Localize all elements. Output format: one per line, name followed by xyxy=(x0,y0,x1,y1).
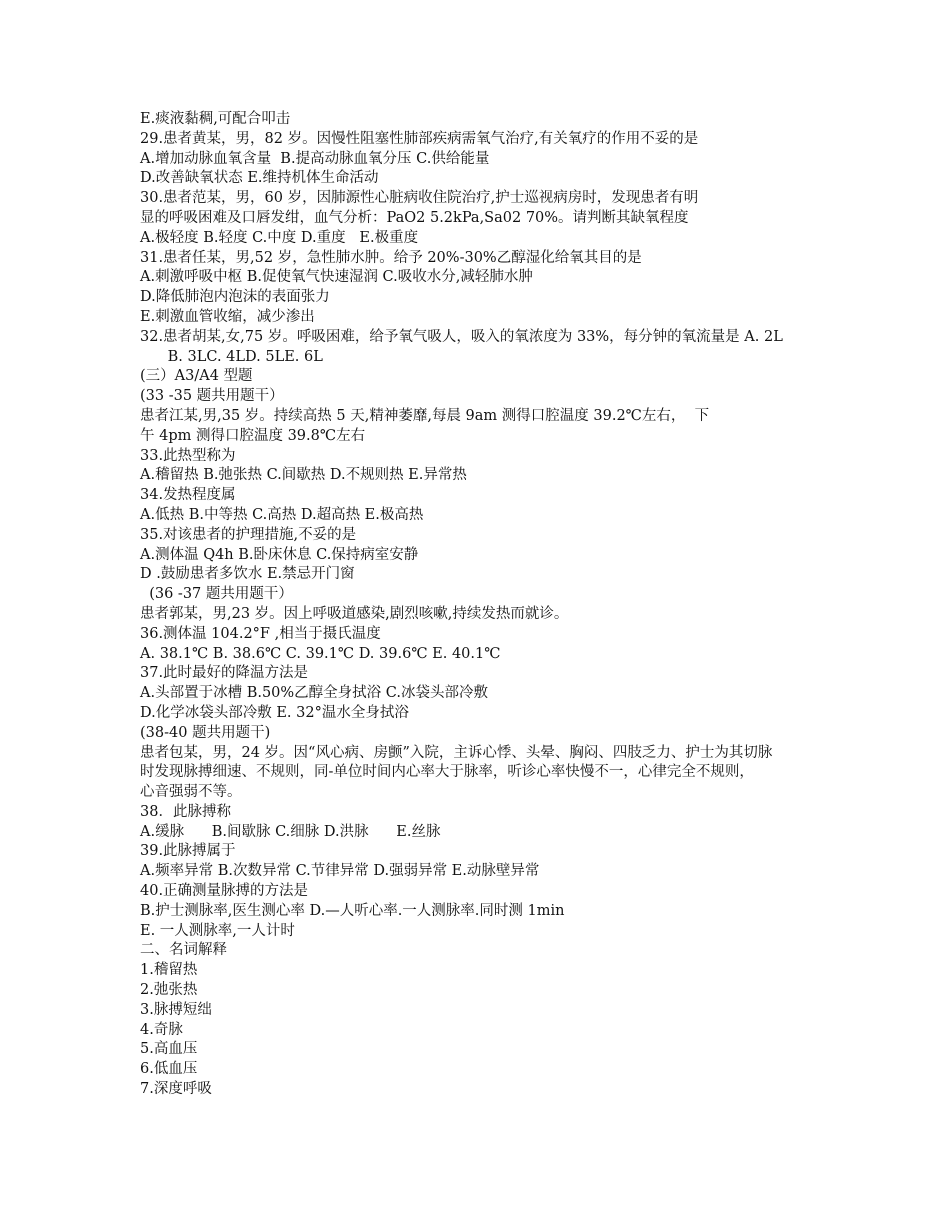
text-line: (38-40 题共用题干) xyxy=(140,724,271,741)
text-line: A.头部置于冰槽 B.50%乙醇全身拭浴 C.冰袋头部冷敷 xyxy=(140,685,488,702)
text-line: 1.稽留热 xyxy=(140,962,198,979)
text-line: 时发现脉搏细速、不规则，同-单位时间内心率大于脉率，听诊心率快慢不一，心律完全不规则， xyxy=(140,764,754,781)
text-line: E. 一人测脉率,一人计时 xyxy=(140,922,295,939)
text-line: 35.对该患者的护理措施,不妥的是 xyxy=(140,526,357,543)
text-line: A.缓脉 B.间歇脉 C.细脉 D.洪脉 E.丝脉 xyxy=(140,823,441,840)
text-line: (三）A3/A4 型题 xyxy=(140,368,253,385)
text-line: 5.高血压 xyxy=(140,1041,198,1058)
text-line: A.稽留热 B.弛张热 C.间歇热 D.不规则热 E.异常热 xyxy=(140,467,467,484)
text-line: 38．此脉搏称 xyxy=(140,803,231,820)
text-line: 4.奇脉 xyxy=(140,1021,183,1038)
text-line: 患者江某,男,35 岁。持续高热 5 天,精神萎靡,每晨 9am 测得口腔温度 39.2℃左右， 下 xyxy=(140,407,710,424)
text-line: (36 -37 题共用题干） xyxy=(140,586,293,603)
text-line: A.测体温 Q4h B.卧床休息 C.保持病室安静 xyxy=(140,546,419,563)
text-line: A.频率异常 B.次数异常 C.节律异常 D.强弱异常 E.动脉壁异常 xyxy=(140,863,540,880)
text-line: 37.此时最好的降温方法是 xyxy=(140,665,309,682)
text-line: 34.发热程度属 xyxy=(140,487,236,504)
document-page xyxy=(140,110,860,1100)
text-line: 3.脉搏短绌 xyxy=(140,1001,212,1018)
text-line: 32.患者胡某,女,75 岁。呼吸困难，给予氧气吸人，吸入的氧浓度为 33%，每分钟的氧流量是 A. 2L xyxy=(140,328,783,345)
text-line: 29.患者黄某，男，82 岁。因慢性阻塞性肺部疾病需氧气治疗,有关氧疗的作用不妥的是 xyxy=(140,130,699,147)
text-line: 7.深度呼吸 xyxy=(140,1081,212,1098)
text-line: A. 38.1℃ B. 38.6℃ C. 39.1℃ D. 39.6℃ E. 40.1℃ xyxy=(140,645,501,662)
text-line: D .鼓励患者多饮水 E.禁忌开门窗 xyxy=(140,566,355,583)
text-line: A.极轻度 B.轻度 C.中度 D.重度 E.极重度 xyxy=(140,229,419,246)
text-line: 二、名词解释 xyxy=(140,942,227,959)
text-line: 午 4pm 测得口腔温度 39.8℃左右 xyxy=(140,427,366,444)
text-line: E.刺激血管收缩，减少渗出 xyxy=(140,308,315,325)
text-line: 30.患者范某，男，60 岁，因肺源性心脏病收住院治疗,护士巡视病房时，发现患者有明 xyxy=(140,190,699,207)
text-line: 显的呼吸困难及口唇发绀，血气分析：PaO2 5.2kPa,Sa02 70%。请判断其缺氧程度 xyxy=(140,209,689,226)
text-line: 40.正确测量脉搏的方法是 xyxy=(140,883,309,900)
text-line: B.护士测脉率,医生测心率 D.—人听心率.一人测脉率.同时测 1min xyxy=(140,902,565,919)
text-line: D.化学冰袋头部冷敷 E. 32°温水全身拭浴 xyxy=(140,704,409,721)
text-line: 患者包某，男，24 岁。因“风心病、房颤”入院，主诉心悸、头晕、胸闷、四肢乏力、护士为其切脉 xyxy=(140,744,773,761)
text-line: 患者郭某，男,23 岁。因上呼吸道感染,剧烈咳嗽,持续发热而就诊。 xyxy=(140,605,569,622)
text-line: A.刺激呼吸中枢 B.促使氧气快速湿润 C.吸收水分,减轻肺水肿 xyxy=(140,269,533,286)
text-line: 33.此热型称为 xyxy=(140,447,236,464)
text-line: D.降低肺泡内泡沫的表面张力 xyxy=(140,289,330,306)
text-line: 6.低血压 xyxy=(140,1061,198,1078)
text-line: (33 -35 题共用题干） xyxy=(140,388,284,405)
text-line: 心音强弱不等。 xyxy=(140,784,242,801)
text-line: 36.测体温 104.2°F ,相当于摄氏温度 xyxy=(140,625,381,642)
text-line: D.改善缺氧状态 E.维持机体生命活动 xyxy=(140,170,379,187)
text-line: A.低热 B.中等热 C.高热 D.超高热 E.极高热 xyxy=(140,506,424,523)
text-line: A.增加动脉血氧含量 B.提高动脉血氧分压 C.供给能量 xyxy=(140,150,490,167)
text-line: B. 3LC. 4LD. 5LE. 6L xyxy=(140,348,323,365)
text-line: 2.弛张热 xyxy=(140,982,198,999)
text-line: 39.此脉搏属于 xyxy=(140,843,236,860)
text-line: E.痰液黏稠,可配合叩击 xyxy=(140,111,291,127)
text-line: 31.患者任某，男,52 岁，急性肺水肿。给予 20%-30%乙醇湿化给氧其目的是 xyxy=(140,249,642,266)
